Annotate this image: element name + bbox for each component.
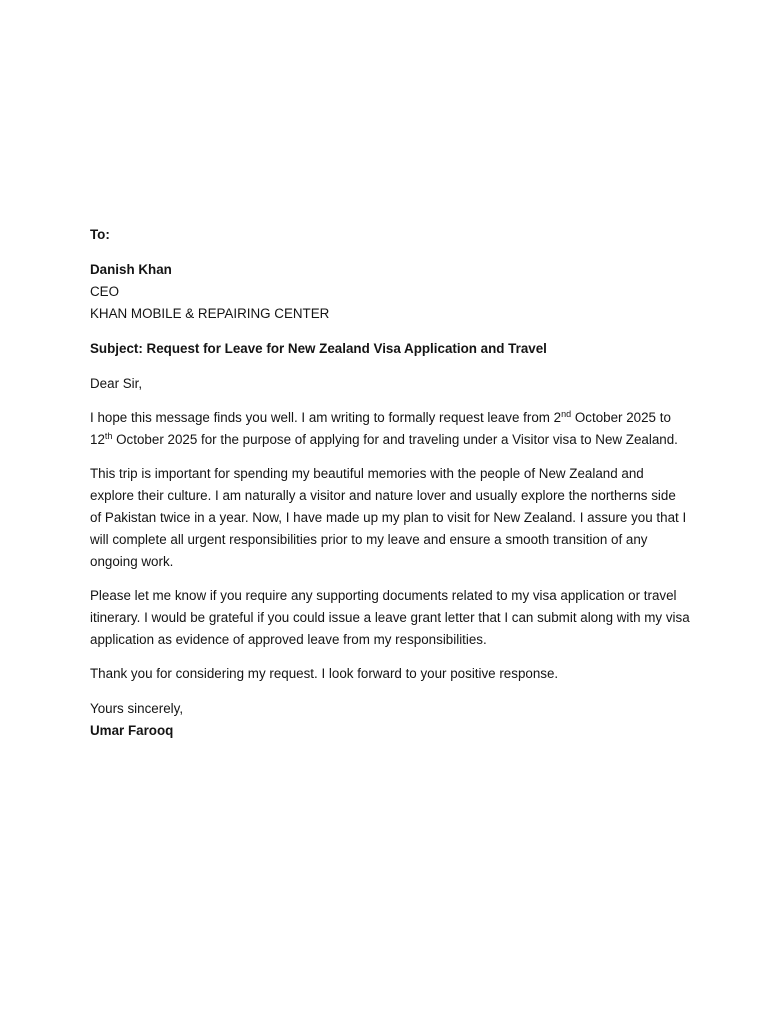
signature-name: Umar Farooq (90, 723, 174, 738)
paragraph-2: This trip is important for spending my beautiful memories with the people of New Zealand and explore their culture. I am naturally a visitor and nature lover and usually explore the northerns side of Pakistan twice in a year. Now, I have made up my plan to visit for New Zealand. I assure you that I will complete all urgent responsibilities prior to my leave and ensure a smooth transition of any ongoing work. (90, 466, 687, 569)
subject-line: Subject: Request for Leave for New Zealand Visa Application and Travel (90, 341, 547, 356)
paragraph-1-part-2: October 2025 to 12 (90, 410, 671, 447)
ordinal-suffix-1: nd (561, 409, 572, 419)
paragraph-1-part-1: I hope this message finds you well. I am writing to formally request leave from 2 (90, 410, 562, 425)
paragraph-4: Thank you for considering my request. I look forward to your positive response. (90, 666, 559, 681)
ordinal-suffix-2: th (104, 431, 113, 441)
closing: Yours sincerely, (90, 701, 184, 716)
recipient-name: Danish Khan (90, 262, 172, 277)
recipient-title: CEO (90, 284, 120, 299)
paragraph-1 (90, 407, 690, 451)
paragraph-1-part-3: October 2025 for the purpose of applying for and traveling under a Visitor visa to New Zealand. (112, 432, 678, 447)
letter-body (90, 224, 690, 742)
salutation: Dear Sir, (90, 376, 143, 391)
paragraph-3: Please let me know if you require any supporting documents related to my visa application or travel itinerary. I would be grateful if you could issue a leave grant letter that I can submit along with my visa application as evidence of approved leave from my responsibilities. (90, 588, 690, 647)
recipient-company: KHAN MOBILE & REPAIRING CENTER (90, 306, 330, 321)
recipient-block (90, 259, 690, 325)
to-label: To: (90, 227, 110, 242)
